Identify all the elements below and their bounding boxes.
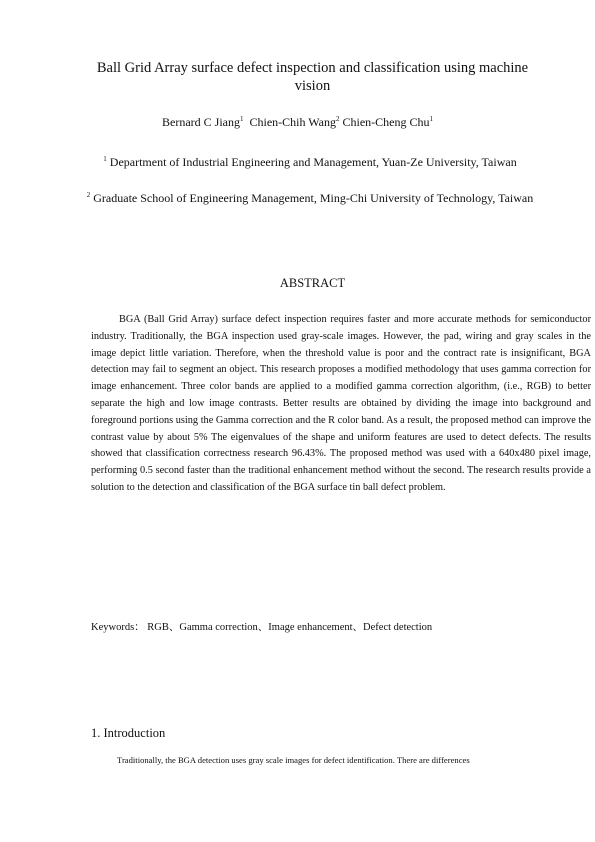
affiliation-mark: 2 [86,191,91,199]
author-affiliation-mark: 1 [429,115,433,123]
author-affiliation-mark: 2 [335,115,340,123]
affiliation-mark: 1 [103,155,107,163]
keywords-list: RGB、Gamma correction、Image enhancement、Defect detection [147,622,433,633]
affiliation-text: Graduate School of Engineering Management, Ming-Chi University of Technology, Taiwan [93,191,534,205]
paper-title: Ball Grid Array surface defect inspection and classification using machine vision [96,60,529,94]
author-name: Bernard C Jiang [162,115,240,129]
abstract-text: BGA (Ball Grid Array) surface defect inspection requires faster and more accurate methods for semiconductor industry. Traditionally, the BGA inspection used gray-scale images. However, the pad, wiring and gray scales in the image depict little variation. Therefore, when the threshold value is poor and the contract rate is insignificant, BGA detection may fail to segment an object. This research proposes a modified methodology that uses gamma correction for image enhancement. Three color bands are applied to a modified gamma correction algorithm, (i.e., RGB) to better separate the high and low image contrasts. Better results are obtained by dividing the image into background and foreground portions using the Gamma correction and the R color band. As a result, the proposed method can improve the contrast value by about 5% The eigenvalues of the shape and uniform features are used to detect defects. The results showed that classification correctness research 96.43%. The proposed method was used with a 640x480 pixel image, performing 0.5 second faster than the traditional enhancement method without the second. The research results provide a solution to the detection and classification of the BGA surface tin ball defect problem. [91,314,591,493]
author-name: Chien-Cheng Chu [342,115,430,129]
author-list [60,115,535,130]
abstract-body [91,312,591,497]
affiliation-1 [80,150,540,171]
author-name: Chien-Chih Wang [249,115,336,129]
introduction-paragraph: Traditionally, the BGA detection uses gray scale images for defect identification. There are differences [117,755,470,765]
affiliation-text: Department of Industrial Engineering and Management, Yuan-Ze University, Taiwan [109,155,517,169]
author-affiliation-mark: 1 [240,115,244,123]
section-heading-introduction: 1. Introduction [91,726,166,740]
abstract-heading: ABSTRACT [279,276,346,290]
keywords-label: Keywords： [91,622,145,633]
affiliation-2 [80,186,540,207]
keywords-line [91,619,432,634]
